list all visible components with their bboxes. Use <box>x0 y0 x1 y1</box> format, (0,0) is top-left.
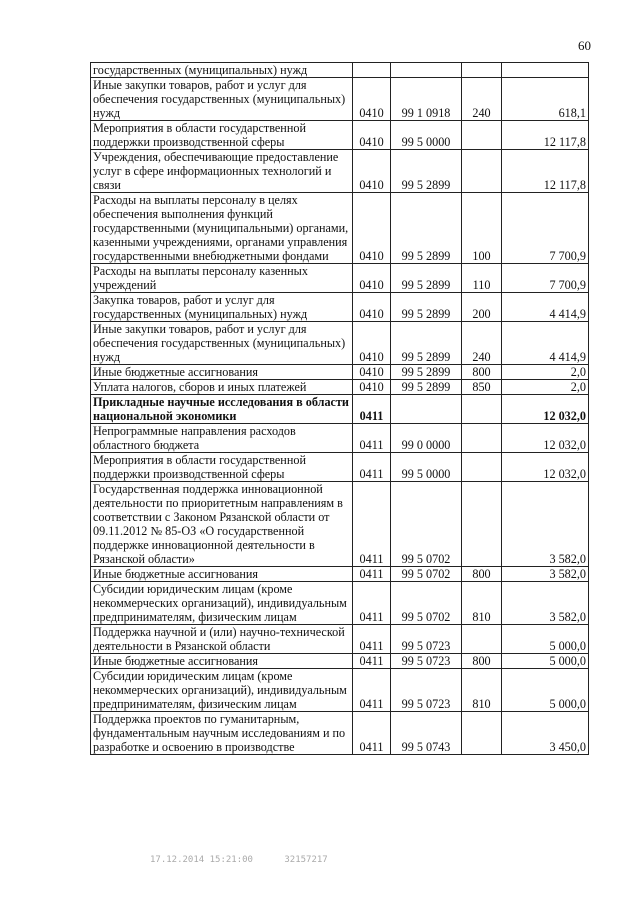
row-section-code <box>353 63 391 78</box>
table-row <box>91 63 589 78</box>
row-name: Субсидии юридическим лицам (кроме некоммерческих организаций), индивидуальным предпринимателям, физическим лицам <box>91 669 353 712</box>
row-article-code: 99 0 0000 <box>391 424 462 453</box>
row-amount: 2,0 <box>502 380 589 395</box>
table-row <box>91 669 589 712</box>
row-expense-type: 200 <box>462 293 502 322</box>
table-row <box>91 395 589 424</box>
faint-stamp <box>455 848 550 866</box>
row-expense-type: 240 <box>462 78 502 121</box>
row-expense-type: 240 <box>462 322 502 365</box>
row-name: Прикладные научные исследования в области национальной экономики <box>91 395 353 424</box>
row-expense-type: 100 <box>462 193 502 264</box>
page-number: 60 <box>578 38 591 53</box>
row-expense-type <box>462 63 502 78</box>
row-amount: 618,1 <box>502 78 589 121</box>
row-article-code: 99 5 0702 <box>391 482 462 567</box>
row-section-code: 0411 <box>353 424 391 453</box>
row-section-code: 0411 <box>353 395 391 424</box>
table-row <box>91 424 589 453</box>
row-expense-type: 810 <box>462 669 502 712</box>
table-row <box>91 193 589 264</box>
row-expense-type <box>462 712 502 755</box>
row-expense-type <box>462 395 502 424</box>
row-expense-type <box>462 625 502 654</box>
row-article-code: 99 5 2899 <box>391 293 462 322</box>
row-name: Непрограммные направления расходов областного бюджета <box>91 424 353 453</box>
row-section-code: 0411 <box>353 453 391 482</box>
row-article-code: 99 5 0000 <box>391 121 462 150</box>
row-name: Иные бюджетные ассигнования <box>91 567 353 582</box>
row-amount: 12 032,0 <box>502 395 589 424</box>
table-row <box>91 78 589 121</box>
budget-table-body <box>91 63 589 755</box>
row-section-code: 0411 <box>353 567 391 582</box>
row-section-code: 0410 <box>353 150 391 193</box>
row-amount: 3 582,0 <box>502 582 589 625</box>
footer-code: 32157217 <box>284 855 328 865</box>
row-article-code: 99 5 0723 <box>391 669 462 712</box>
row-article-code: 99 5 2899 <box>391 322 462 365</box>
row-section-code: 0410 <box>353 293 391 322</box>
row-name: Расходы на выплаты персоналу в целях обеспечения выполнения функций государственными (муниципальными) органами, казенными учреждениями, органами управления государственными внебюджетными фондами <box>91 193 353 264</box>
row-name: Учреждения, обеспечивающие предоставление услуг в сфере информационных технологий и связи <box>91 150 353 193</box>
row-name: Иные закупки товаров, работ и услуг для обеспечения государственных (муниципальных) нужд <box>91 322 353 365</box>
row-expense-type <box>462 121 502 150</box>
table-row <box>91 625 589 654</box>
row-name: Мероприятия в области государственной поддержки производственной сферы <box>91 453 353 482</box>
row-amount: 7 700,9 <box>502 193 589 264</box>
row-section-code: 0410 <box>353 365 391 380</box>
row-name: Иные бюджетные ассигнования <box>91 365 353 380</box>
row-expense-type: 800 <box>462 567 502 582</box>
row-section-code: 0411 <box>353 482 391 567</box>
row-amount: 4 414,9 <box>502 293 589 322</box>
row-amount: 12 032,0 <box>502 453 589 482</box>
row-expense-type: 800 <box>462 654 502 669</box>
row-article-code: 99 5 2899 <box>391 380 462 395</box>
row-article-code: 99 5 0702 <box>391 582 462 625</box>
row-article-code <box>391 395 462 424</box>
row-expense-type: 810 <box>462 582 502 625</box>
row-section-code: 0411 <box>353 654 391 669</box>
table-row <box>91 567 589 582</box>
table-row <box>91 121 589 150</box>
row-expense-type <box>462 424 502 453</box>
row-amount: 12 117,8 <box>502 150 589 193</box>
table-row <box>91 150 589 193</box>
table-row <box>91 453 589 482</box>
row-expense-type: 110 <box>462 264 502 293</box>
row-amount: 5 000,0 <box>502 669 589 712</box>
row-article-code: 99 5 0702 <box>391 567 462 582</box>
row-section-code: 0411 <box>353 582 391 625</box>
row-amount: 5 000,0 <box>502 625 589 654</box>
row-article-code: 99 1 0918 <box>391 78 462 121</box>
row-section-code: 0410 <box>353 78 391 121</box>
row-section-code: 0410 <box>353 193 391 264</box>
row-amount: 12 032,0 <box>502 424 589 453</box>
row-amount: 5 000,0 <box>502 654 589 669</box>
row-expense-type <box>462 453 502 482</box>
table-row <box>91 322 589 365</box>
row-expense-type <box>462 150 502 193</box>
table-row <box>91 654 589 669</box>
row-name: Уплата налогов, сборов и иных платежей <box>91 380 353 395</box>
row-section-code: 0410 <box>353 380 391 395</box>
row-article-code <box>391 63 462 78</box>
budget-table <box>90 62 589 755</box>
row-section-code: 0410 <box>353 264 391 293</box>
row-name: Поддержка проектов по гуманитарным, фундаментальным научным исследованиям и по разработке и освоению в производстве <box>91 712 353 755</box>
table-row <box>91 293 589 322</box>
row-section-code: 0410 <box>353 121 391 150</box>
row-section-code: 0411 <box>353 625 391 654</box>
row-amount: 2,0 <box>502 365 589 380</box>
row-amount: 3 450,0 <box>502 712 589 755</box>
row-name: государственных (муниципальных) нужд <box>91 63 353 78</box>
document-footer <box>150 855 354 865</box>
row-name: Поддержка научной и (или) научно-технической деятельности в Рязанской области <box>91 625 353 654</box>
row-article-code: 99 5 2899 <box>391 264 462 293</box>
table-row <box>91 365 589 380</box>
row-name: Субсидии юридическим лицам (кроме некоммерческих организаций), индивидуальным предпринимателям, физическим лицам <box>91 582 353 625</box>
row-name: Мероприятия в области государственной поддержки производственной сферы <box>91 121 353 150</box>
row-expense-type <box>462 482 502 567</box>
row-amount: 3 582,0 <box>502 482 589 567</box>
table-row <box>91 380 589 395</box>
row-name: Иные закупки товаров, работ и услуг для обеспечения государственных (муниципальных) нужд <box>91 78 353 121</box>
row-section-code: 0411 <box>353 712 391 755</box>
table-row <box>91 264 589 293</box>
row-amount <box>502 63 589 78</box>
table-row <box>91 482 589 567</box>
row-article-code: 99 5 2899 <box>391 150 462 193</box>
row-article-code: 99 5 0743 <box>391 712 462 755</box>
row-amount: 4 414,9 <box>502 322 589 365</box>
row-section-code: 0410 <box>353 322 391 365</box>
row-article-code: 99 5 2899 <box>391 193 462 264</box>
row-section-code: 0411 <box>353 669 391 712</box>
row-name: Расходы на выплаты персоналу казенных учреждений <box>91 264 353 293</box>
table-row <box>91 712 589 755</box>
footer-timestamp: 17.12.2014 15:21:00 <box>150 855 253 865</box>
row-amount: 7 700,9 <box>502 264 589 293</box>
row-name: Государственная поддержка инновационной деятельности по приоритетным направлениям в соответствии с Законом Рязанской области от 09.11.2012 № 85-ОЗ «О государственной поддержке инновационной деятельности в Рязанской области» <box>91 482 353 567</box>
row-amount: 12 117,8 <box>502 121 589 150</box>
row-article-code: 99 5 0723 <box>391 625 462 654</box>
row-article-code: 99 5 0723 <box>391 654 462 669</box>
row-expense-type: 800 <box>462 365 502 380</box>
table-row <box>91 582 589 625</box>
row-article-code: 99 5 0000 <box>391 453 462 482</box>
row-amount: 3 582,0 <box>502 567 589 582</box>
row-name: Иные бюджетные ассигнования <box>91 654 353 669</box>
row-expense-type: 850 <box>462 380 502 395</box>
row-name: Закупка товаров, работ и услуг для государственных (муниципальных) нужд <box>91 293 353 322</box>
row-article-code: 99 5 2899 <box>391 365 462 380</box>
